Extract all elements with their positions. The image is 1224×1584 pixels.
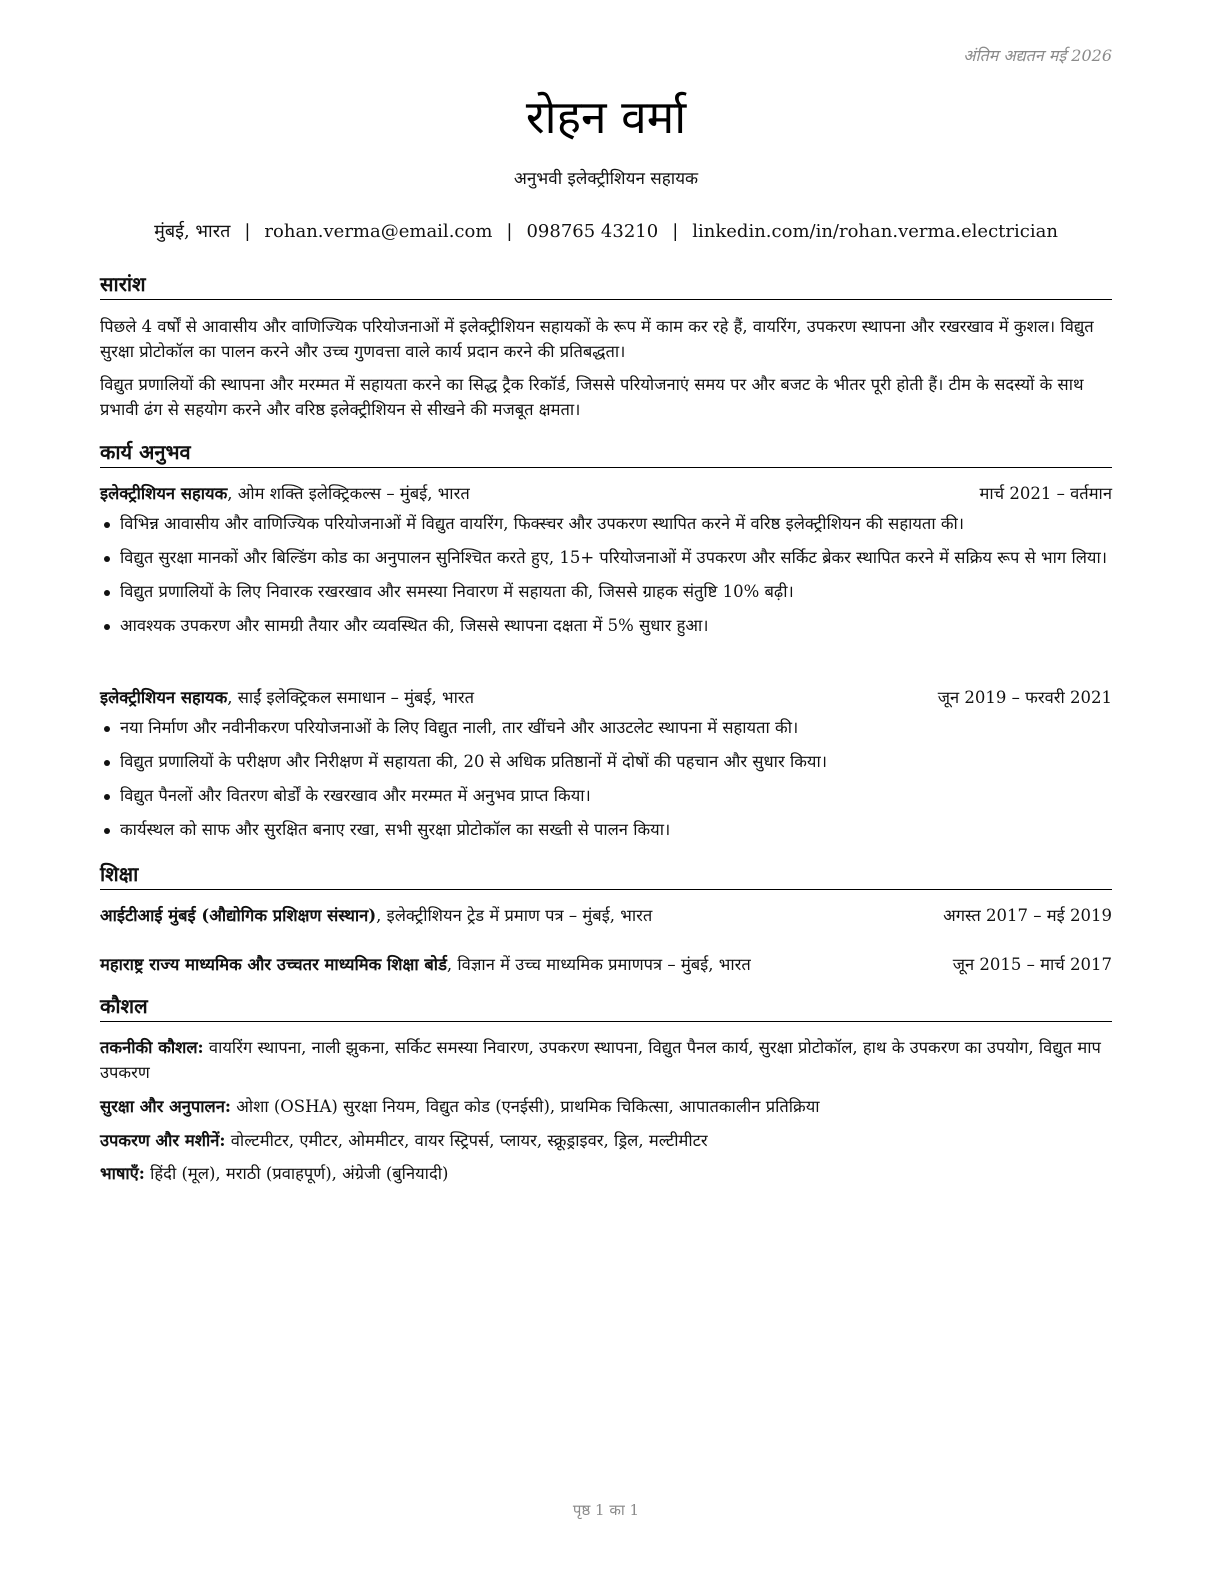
- job-bullet: विद्युत पैनलों और वितरण बोर्डों के रखरखाव और मरम्मत में अनुभव प्राप्त किया।: [100, 783, 1112, 808]
- job-company: , ओम शक्ति इलेक्ट्रिकल्स – मुंबई, भारत: [227, 484, 470, 503]
- contact-email[interactable]: rohan.verma@email.com: [264, 221, 493, 242]
- skill-line-tools: [100, 1128, 1112, 1153]
- summary-paragraph: विद्युत प्रणालियों की स्थापना और मरम्मत में सहायता करने का सिद्ध ट्रैक रिकॉर्ड, जिससे परियोजनाएं समय पर और बजट के भीतर पूरी होती हैं। टीम के सदस्यों के साथ प्रभावी ढंग से सहयोग करने और वरिष्ठ इलेक्ट्रीशियन से सीखने की मजबूत क्षमता।: [100, 375, 1084, 419]
- skill-line-languages: [100, 1161, 1112, 1186]
- contact-phone: 098765 43210: [526, 221, 659, 242]
- skill-text: वोल्टमीटर, एमीटर, ओममीटर, वायर स्ट्रिपर्स, प्लायर, स्क्रूड्राइवर, ड्रिल, मल्टीमीटर: [225, 1131, 708, 1150]
- contact-separator: |: [506, 221, 513, 242]
- page-number: पृष्ठ 1 का 1: [572, 1501, 640, 1519]
- resume-page: [100, 0, 1112, 1584]
- skill-label: भाषाएँ:: [100, 1164, 145, 1183]
- job-bullet: आवश्यक उपकरण और सामग्री तैयार और व्यवस्थित की, जिससे स्थापना दक्षता में 5% सुधार हुआ।: [100, 613, 1112, 638]
- job-dates: जून 2019 – फरवरी 2021: [937, 688, 1112, 707]
- education-dates: अगस्त 2017 – मई 2019: [943, 906, 1112, 925]
- candidate-tagline: अनुभवी इलेक्ट्रीशियन सहायक: [513, 169, 699, 189]
- job-bullet: विद्युत सुरक्षा मानकों और बिल्डिंग कोड का अनुपालन सुनिश्चित करते हुए, 15+ परियोजनाओं में उपकरण और सर्किट ब्रेकर स्थापित करने में सक्रिय रूप से भाग लिया।: [100, 545, 1112, 570]
- job-bullet: विभिन्न आवासीय और वाणिज्यिक परियोजनाओं में विद्युत वायरिंग, फिक्स्चर और उपकरण स्थापित करने में वरिष्ठ इलेक्ट्रीशियन की सहायता की।: [100, 511, 1112, 536]
- job-company: , साईं इलेक्ट्रिकल समाधान – मुंबई, भारत: [227, 688, 475, 707]
- job-role: इलेक्ट्रीशियन सहायक: [100, 484, 228, 503]
- job-role: इलेक्ट्रीशियन सहायक: [100, 688, 228, 707]
- education-entry: [100, 952, 1112, 977]
- education-detail: , विज्ञान में उच्च माध्यमिक प्रमाणपत्र – मुंबई, भारत: [446, 955, 751, 974]
- section-title-experience: कार्य अनुभव: [100, 438, 1112, 468]
- job-header: [100, 481, 1112, 506]
- skill-label: उपकरण और मशीनें:: [100, 1131, 226, 1150]
- skill-label: तकनीकी कौशल:: [100, 1038, 204, 1057]
- contact-separator: |: [244, 221, 251, 242]
- education-dates: जून 2015 – मार्च 2017: [952, 955, 1112, 974]
- education-institution: महाराष्ट्र राज्य माध्यमिक और उच्चतर माध्यमिक शिक्षा बोर्ड: [100, 955, 447, 974]
- skill-line-safety: [100, 1094, 1112, 1119]
- contact-separator: |: [672, 221, 679, 242]
- skill-text: वायरिंग स्थापना, नाली झुकना, सर्किट समस्या निवारण, उपकरण स्थापना, विद्युत पैनल कार्य, सुरक्षा प्रोटोकॉल, हाथ के उपकरण का उपयोग, विद्युत माप उपकरण: [100, 1038, 1101, 1082]
- job-bullet: कार्यस्थल को साफ और सुरक्षित बनाए रखा, सभी सुरक्षा प्रोटोकॉल का सख्ती से पालन किया।: [100, 817, 1112, 842]
- section-title-summary: सारांश: [100, 270, 1112, 300]
- contact-linkedin[interactable]: linkedin.com/in/rohan.verma.electrician: [692, 221, 1058, 242]
- candidate-name: रोहन वर्मा: [525, 90, 687, 144]
- job-bullet: नया निर्माण और नवीनीकरण परियोजनाओं के लिए विद्युत नाली, तार खींचने और आउटलेट स्थापना में सहायता की।: [100, 715, 1112, 740]
- summary-paragraph: पिछले 4 वर्षों से आवासीय और वाणिज्यिक परियोजनाओं में इलेक्ट्रीशियन सहायकों के रूप में काम कर रहे हैं, वायरिंग, उपकरण स्थापना और रखरखाव में कुशल। विद्युत सुरक्षा प्रोटोकॉल का पालन करने और उच्च गुणवत्ता वाले कार्य प्रदान करने की प्रतिबद्धता।: [100, 317, 1094, 361]
- job-dates: मार्च 2021 – वर्तमान: [979, 484, 1112, 503]
- skill-text: ओशा (OSHA) सुरक्षा नियम, विद्युत कोड (एनईसी), प्राथमिक चिकित्सा, आपातकालीन प्रतिक्रिया: [230, 1097, 820, 1116]
- job-bullets: [100, 715, 1112, 842]
- education-entry: [100, 903, 1112, 928]
- skill-text: हिंदी (मूल), मराठी (प्रवाहपूर्ण), अंग्रेजी (बुनियादी): [144, 1164, 449, 1183]
- section-title-skills: कौशल: [100, 992, 1112, 1022]
- job-header: [100, 685, 1112, 710]
- job-bullets: [100, 511, 1112, 638]
- section-title-education: शिक्षा: [100, 860, 1112, 890]
- education-detail: , इलेक्ट्रीशियन ट्रेड में प्रमाण पत्र – मुंबई, भारत: [376, 906, 653, 925]
- skill-line-technical: [100, 1035, 1112, 1085]
- skill-label: सुरक्षा और अनुपालन:: [100, 1097, 231, 1116]
- last-updated: अंतिम अद्यतन मई 2026: [963, 46, 1112, 65]
- contact-line: [100, 218, 1112, 246]
- education-institution: आईटीआई मुंबई (औद्योगिक प्रशिक्षण संस्थान): [100, 906, 377, 925]
- job-bullet: विद्युत प्रणालियों के परीक्षण और निरीक्षण में सहायता की, 20 से अधिक प्रतिष्ठानों में दोषों की पहचान और सुधार किया।: [100, 749, 1112, 774]
- job-bullet: विद्युत प्रणालियों के लिए निवारक रखरखाव और समस्या निवारण में सहायता की, जिससे ग्राहक संतुष्टि 10% बढ़ी।: [100, 579, 1112, 604]
- contact-location: मुंबई, भारत: [154, 221, 231, 242]
